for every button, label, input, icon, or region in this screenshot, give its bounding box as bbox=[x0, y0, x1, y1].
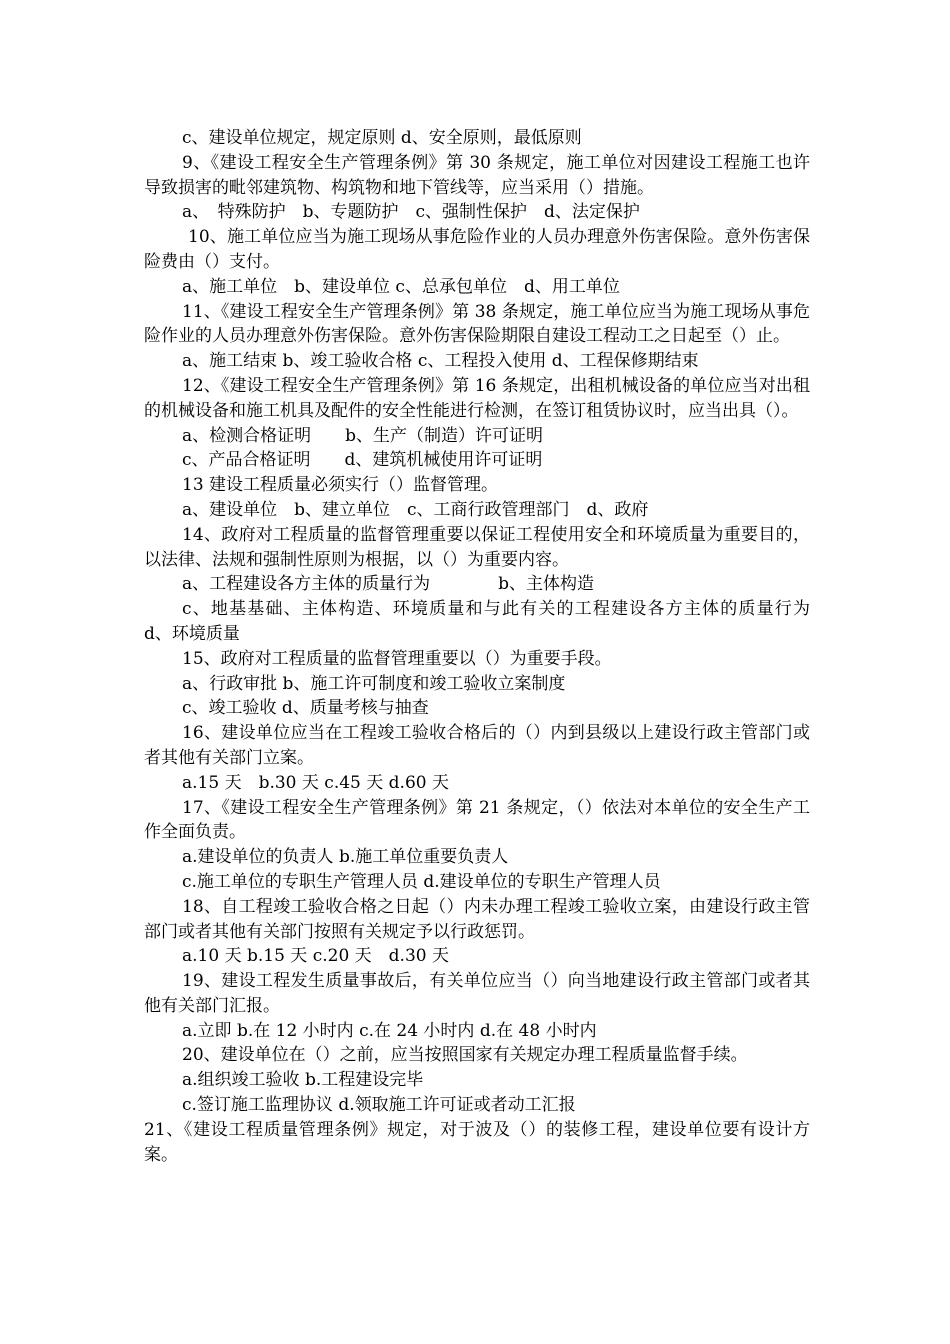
paragraph: 18、自工程竣工验收合格之日起（）内未办理工程竣工验收立案，由建设行政主管部门或者其他有关部门按照有关规定予以行政惩罚。 bbox=[144, 896, 810, 942]
paragraph: a、 特殊防护 b、专题防护 c、强制性保护 d、法定保护 bbox=[182, 202, 640, 223]
paragraph: 9、《建设工程安全生产管理条例》第 30 条规定，施工单位对因建设工程施工也许导致损害的毗邻建筑物、构筑物和地下管线等，应当采用（）措施。 bbox=[144, 152, 810, 198]
paragraph: c、建设单位规定，规定原则 d、安全原则，最低原则 bbox=[182, 128, 582, 148]
paragraph: c.施工单位的专职生产管理人员 d.建设单位的专职生产管理人员 bbox=[182, 871, 661, 892]
paragraph: a、建设单位 b、建立单位 c、工商行政管理部门 d、政府 bbox=[182, 499, 649, 520]
paragraph: 12、《建设工程安全生产管理条例》第 16 条规定，出租机械设备的单位应当对出租的机械设备和施工机具及配件的安全性能进行检测，在签订租赁协议时，应当出具（）。 bbox=[144, 375, 810, 421]
paragraph: a、工程建设各方主体的质量行为 b、主体构造 bbox=[182, 574, 595, 595]
paragraph: 20、建设单位在（）之前，应当按照国家有关规定办理工程质量监督手续。 bbox=[182, 1045, 748, 1066]
paragraph: a、施工单位 b、建设单位 c、总承包单位 d、用工单位 bbox=[182, 276, 620, 297]
paragraph: 16、建设单位应当在工程竣工验收合格后的（）内到县级以上建设行政主管部门或者其他有关部门立案。 bbox=[144, 723, 810, 768]
paragraph: a.组织竣工验收 b.工程建设完毕 bbox=[182, 1070, 424, 1091]
paragraph: 15、政府对工程质量的监督管理重要以（）为重要手段。 bbox=[182, 648, 612, 669]
paragraph: a.10 天 b.15 天 c.20 天 d.30 天 bbox=[182, 946, 449, 967]
paragraph: a.建设单位的负责人 b.施工单位重要负责人 bbox=[182, 847, 509, 868]
paragraph: 19、建设工程发生质量事故后，有关单位应当（）向当地建设行政主管部门或者其他有关部门汇报。 bbox=[144, 971, 810, 1016]
paragraph: a.15 天 b.30 天 c.45 天 d.60 天 bbox=[182, 772, 449, 793]
paragraph: a、施工结束 b、竣工验收合格 c、工程投入使用 d、工程保修期结束 bbox=[182, 351, 699, 372]
paragraph: a.立即 b.在 12 小时内 c.在 24 小时内 d.在 48 小时内 bbox=[182, 1020, 597, 1041]
paragraph: c、产品合格证明 d、建筑机械使用许可证明 bbox=[182, 450, 543, 471]
paragraph: 21、《建设工程质量管理条例》规定，对于波及（）的装修工程，建设单位要有设计方案。 bbox=[144, 1119, 810, 1165]
paragraph: a、行政审批 b、施工许可制度和竣工验收立案制度 bbox=[182, 673, 566, 694]
document-body bbox=[144, 126, 878, 1167]
paragraph: 13 建设工程质量必须实行（）监督管理。 bbox=[182, 475, 499, 496]
paragraph: 10、施工单位应当为施工现场从事危险作业的人员办理意外伤害保险。意外伤害保险费由（）支付。 bbox=[144, 227, 810, 272]
paragraph: 14、政府对工程质量的监督管理重要以保证工程使用安全和环境质量为重要目的，以法律、法规和强制性原则为根据，以（）为重要内容。 bbox=[144, 524, 810, 570]
paragraph: 11、《建设工程安全生产管理条例》第 38 条规定，施工单位应当为施工现场从事危险作业的人员办理意外伤害保险。意外伤害保险期限自建设工程动工之日起至（）止。 bbox=[144, 301, 810, 347]
paragraph: c、地基基础、主体构造、环境质量和与此有关的工程建设各方主体的质量行为 d、环境质量 bbox=[144, 599, 878, 644]
paragraph: c.签订施工监理协议 d.领取施工许可证或者动工汇报 bbox=[182, 1095, 576, 1116]
paragraph: c、竣工验收 d、质量考核与抽查 bbox=[182, 698, 429, 719]
paragraph: 17、《建设工程安全生产管理条例》第 21 条规定，（）依法对本单位的安全生产工作全面负责。 bbox=[144, 797, 810, 843]
paragraph: a、检测合格证明 b、生产（制造）许可证明 bbox=[182, 425, 544, 446]
